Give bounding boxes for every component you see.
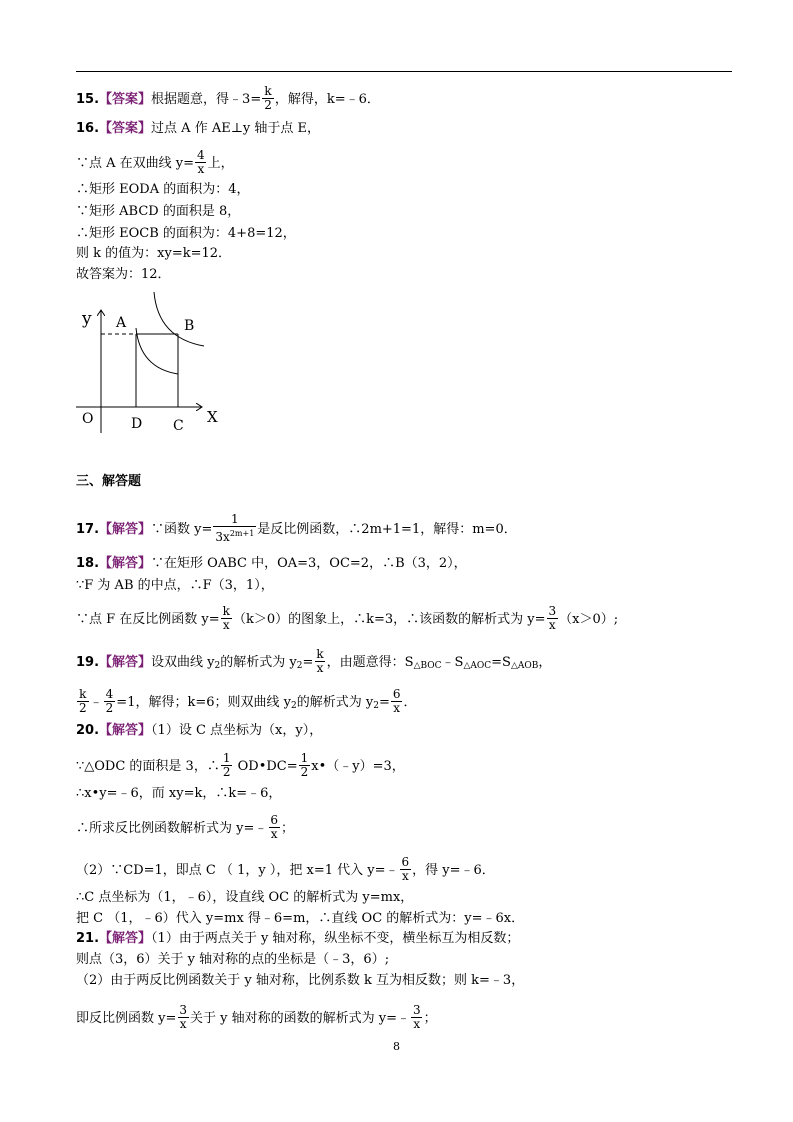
fraction: $\frac{k}{2}$ <box>264 84 272 112</box>
answer-tag: 【解答】 <box>99 931 152 946</box>
fraction: $\frac{3}{x}$ <box>548 604 557 632</box>
answer-tag: 【解答】 <box>99 723 152 738</box>
text-line: ∴矩形 EODA 的面积为：4， <box>76 182 250 197</box>
fraction: $\frac{k}{x}$ <box>316 647 324 675</box>
label-c: C <box>173 418 184 434</box>
answer-tag: 【答案】 <box>99 92 152 107</box>
label-a: A <box>116 315 127 331</box>
label-b: B <box>184 318 195 334</box>
fraction: $\frac{1}{3x^{2m+1}}$ <box>215 512 255 544</box>
answer-tag: 【答案】 <box>99 121 152 136</box>
text-line: （2）由于两反比例函数关于 y 轴对称，比例系数 k 互为相反数；则 k=﹣3， <box>76 973 525 988</box>
text-line: ∴矩形 EOCB 的面积为：4+8=12， <box>76 226 296 241</box>
fraction: $\frac{k}{2}$ <box>79 687 87 715</box>
fraction: $\frac{k}{x}$ <box>222 604 230 632</box>
section-heading: 三、解答题 <box>76 474 142 489</box>
answer-tag: 【解答】 <box>99 556 152 571</box>
fraction: $\frac{1}{2}$ <box>222 751 231 779</box>
text-line: （2）∵CD=1，即点 C （ 1，y ），把 x=1 代入 y=﹣ $\frac{6}{x}$ ，得 y=﹣6． <box>76 855 495 883</box>
fraction: $\frac{1}{2}$ <box>300 751 309 779</box>
fraction: $\frac{4}{x}$ <box>197 148 205 176</box>
question-number: 19. <box>76 655 100 670</box>
label-y: y <box>82 309 92 329</box>
text-line: 故答案为：12． <box>76 267 171 282</box>
answer-19: 19.【解答】设双曲线 $y_2$的解析式为 $y_2=$ $\frac{k}{x}$ ，由题意得：$S_{\triangle BOC}﹣S_{\triangle AOC}=S_{\triangle AOB}$， <box>76 647 552 675</box>
question-number: 20. <box>76 723 100 738</box>
fraction: $\frac{6}{x}$ <box>270 813 279 841</box>
text-line: ∴C 点坐标为（1，﹣6），设直线 OC 的解析式为 y=mx， <box>76 890 414 905</box>
text-line: ∴x•y=﹣6，而 xy=k，∴k=﹣6， <box>76 786 282 801</box>
text-line: ∵矩形 ABCD 的面积是 8， <box>76 204 241 219</box>
question-number: 18. <box>76 556 100 571</box>
text-line: 把 C （1，﹣6）代入 y=mx 得﹣6=m，∴直线 OC 的解析式为：y=﹣6x． <box>76 911 525 926</box>
question-number: 15. <box>76 92 100 107</box>
fraction: $\frac{6}{x}$ <box>392 687 401 715</box>
fraction: $\frac{6}{x}$ <box>401 855 410 883</box>
question-number: 17. <box>76 522 100 537</box>
text-line: ∵△ODC 的面积是 3，∴ $\frac{1}{2}$ OD•DC= $\frac{1}{2}$ x•（﹣y）=3， <box>76 751 405 779</box>
answer-16: 16.【答案】过点 A 作 AE⊥y 轴于点 E， <box>76 121 321 136</box>
label-o: O <box>82 411 94 427</box>
label-d: D <box>131 416 143 432</box>
header-rule <box>76 71 732 72</box>
page-number: 8 <box>393 1040 400 1053</box>
text-line: ∵点 A 在双曲线 y= $\frac{4}{x}$ 上， <box>76 148 234 176</box>
text-line: ∵点 F 在反比例函数 y= $\frac{k}{x}$ （k＞0）的图象上，∴k=3，∴该函数的解析式为 y= $\frac{3}{x}$ （x＞0）; <box>76 604 619 632</box>
curve-lower <box>136 328 178 374</box>
question-number: 16. <box>76 121 100 136</box>
text-line: 即反比例函数 y= $\frac{3}{x}$ 关于 y 轴对称的函数的解析式为 y=﹣ $\frac{3}{x}$ ； <box>76 1003 437 1031</box>
answer-20: 20.【解答】（1）设 C 点坐标为（x，y）， <box>76 723 323 738</box>
answer-21: 21.【解答】（1）由于两点关于 y 轴对称，纵坐标不变，横坐标互为相反数； <box>76 931 520 946</box>
hyperbola-figure <box>74 288 224 438</box>
answer-18: 18.【解答】∵在矩形 OABC 中，OA=3，OC=2，∴B（3，2）， <box>76 556 467 571</box>
answer-15: 15.【答案】根据题意，得﹣3= $\frac{k}{2}$ ，解得，k=﹣6． <box>76 84 380 112</box>
fraction: $\frac{4}{2}$ <box>105 687 114 715</box>
answer-tag: 【解答】 <box>99 655 152 670</box>
text-line: 则点（3，6）关于 y 轴对称的点的坐标是（﹣3，6）; <box>76 952 390 967</box>
text-line: 则 k 的值为：xy=k=12． <box>76 246 232 261</box>
answer-17: 17.【解答】∵函数 y= $\frac{1}{3x^{2m+1}}$ 是反比例函数，∴2m+1=1，解得：m=0． <box>76 512 517 544</box>
answer-tag: 【解答】 <box>99 522 152 537</box>
text-line: ∴所求反比例函数解析式为 y=﹣ $\frac{6}{x}$ ； <box>76 813 295 841</box>
question-number: 21. <box>76 931 100 946</box>
curve-upper <box>154 292 204 346</box>
label-x: X <box>207 408 218 426</box>
fraction: $\frac{3}{x}$ <box>179 1003 188 1031</box>
fraction: $\frac{3}{x}$ <box>413 1003 421 1031</box>
text-line: ∵F 为 AB 的中点，∴F（3，1）， <box>76 578 274 593</box>
text-line: $\frac{k}{2}$ ﹣ $\frac{4}{2}$ =1，解得；k=6；则双曲线 $y_2$的解析式为 $y_2=$ $\frac{6}{x}$ ． <box>79 687 417 715</box>
